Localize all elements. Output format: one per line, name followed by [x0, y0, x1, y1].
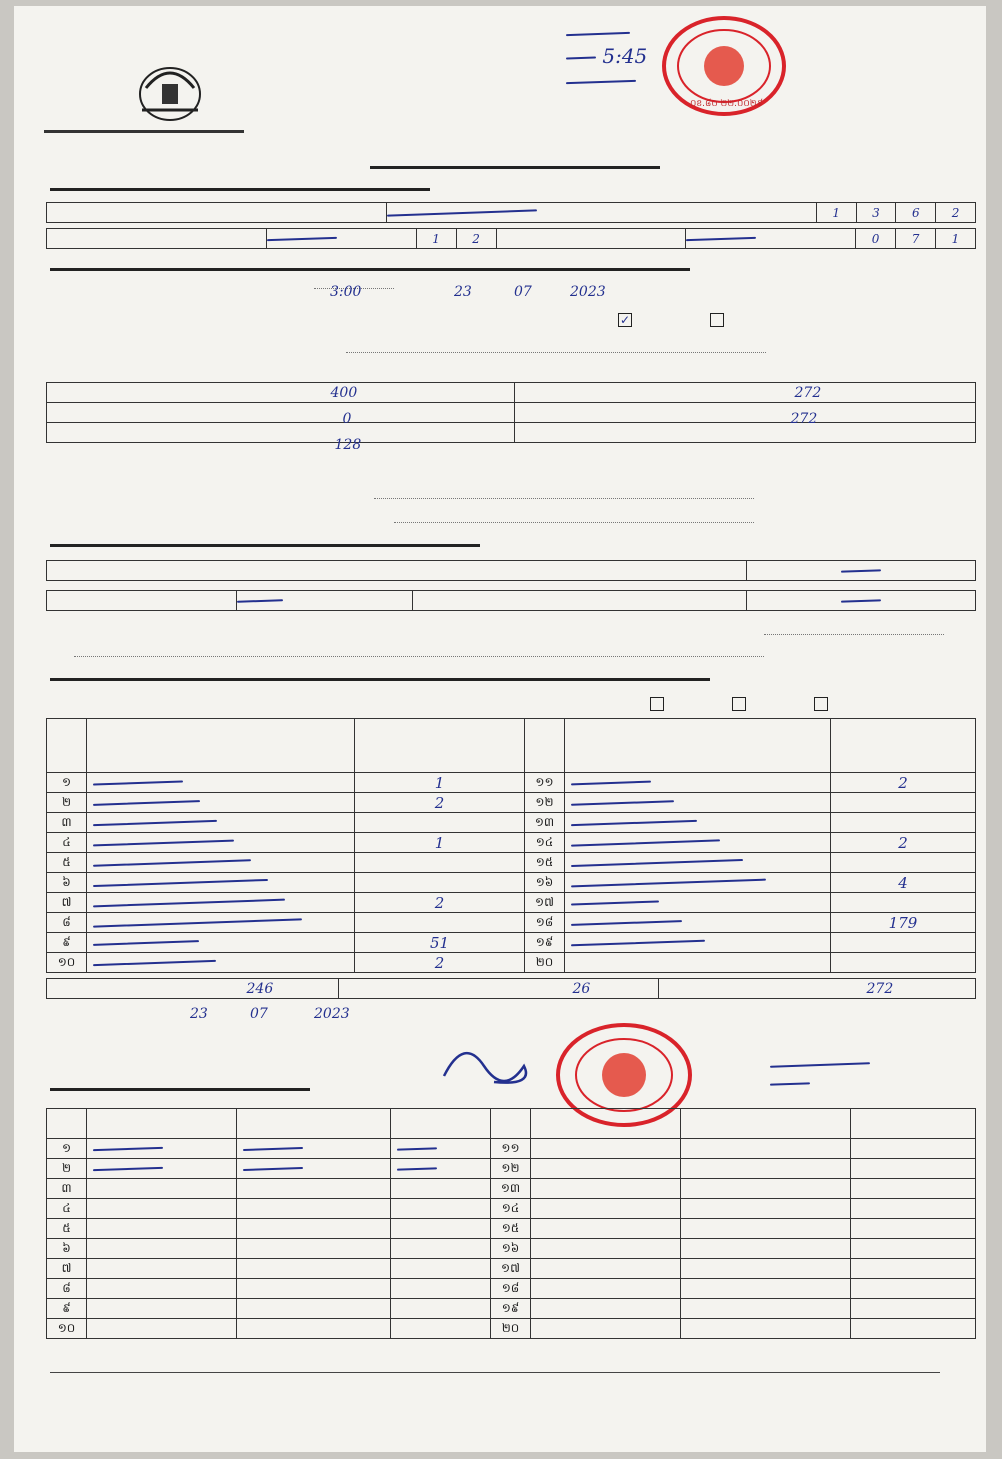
- agent-signature: [391, 1219, 491, 1239]
- header-org-title-bar: [44, 130, 244, 133]
- results-row: [47, 773, 976, 793]
- row-number: ៤: [47, 1199, 87, 1219]
- row-number: ៨: [47, 1279, 87, 1299]
- agent-signature: [391, 1239, 491, 1259]
- witness-row: [47, 1159, 976, 1179]
- handwriting-scribble: [93, 840, 234, 847]
- handwriting-scribble: [397, 1147, 437, 1150]
- handwriting-scribble: [571, 820, 697, 826]
- row-number: ៣: [47, 1179, 87, 1199]
- party-name: [565, 893, 831, 913]
- party-name: [237, 1139, 391, 1159]
- unused-ballots-value: 128: [334, 436, 362, 453]
- row-number: ១: [47, 1139, 87, 1159]
- commune-digit: 1: [936, 229, 976, 249]
- agent-name: [531, 1139, 681, 1159]
- witness-row: [47, 1259, 976, 1279]
- spoiled-ballots-value: 0: [342, 410, 352, 427]
- results-row: [47, 933, 976, 953]
- party-name: [237, 1159, 391, 1179]
- row-number: ២: [47, 793, 87, 813]
- party-name: [681, 1279, 851, 1299]
- party-name: [237, 1319, 391, 1339]
- party-name: [681, 1219, 851, 1239]
- party-name: [681, 1179, 851, 1199]
- witness-row: [47, 1319, 976, 1339]
- party-name: [681, 1139, 851, 1159]
- party-name: [681, 1239, 851, 1259]
- section-2-heading-bar: [50, 268, 690, 271]
- count-day: 23: [454, 284, 472, 300]
- witness-table: [46, 1108, 976, 1339]
- results-row: [47, 793, 976, 813]
- row-number: ១៣: [525, 813, 565, 833]
- section-5-heading-bar: [50, 1088, 310, 1091]
- party-name: [237, 1239, 391, 1259]
- agent-signature: [851, 1279, 976, 1299]
- results-row: [47, 813, 976, 833]
- party-votes: 2: [355, 793, 525, 813]
- party-name: [681, 1199, 851, 1219]
- totals-table: [46, 978, 976, 999]
- party-name: [237, 1219, 391, 1239]
- row-number: ១៥: [525, 853, 565, 873]
- agent-name: [87, 1299, 237, 1319]
- row-number: ១៧: [491, 1259, 531, 1279]
- party-votes: 2: [355, 953, 525, 973]
- agent-signature: [851, 1179, 976, 1199]
- commune-digit: 7: [896, 229, 936, 249]
- handwriting-scribble: [571, 940, 705, 947]
- agent-signature: [851, 1299, 976, 1319]
- agent-name: [531, 1259, 681, 1279]
- agent-name: [531, 1179, 681, 1199]
- agent-signature: [851, 1199, 976, 1219]
- handwriting-scribble: [93, 879, 268, 887]
- party-name: [87, 793, 355, 813]
- party-name: [681, 1319, 851, 1339]
- results-row: [47, 913, 976, 933]
- party-name: [681, 1259, 851, 1279]
- handwriting-scribble: [571, 781, 651, 786]
- row-number: ១៥: [491, 1219, 531, 1239]
- station-code-digit: 3: [856, 203, 896, 223]
- agent-signature: [851, 1319, 976, 1339]
- row-number: ១៧: [525, 893, 565, 913]
- handwriting-scribble: [93, 899, 285, 908]
- row-number: ៩: [47, 933, 87, 953]
- row-number: ១៨: [491, 1279, 531, 1299]
- ballot-count-table: [46, 382, 976, 453]
- count-month: 07: [514, 284, 532, 300]
- seal-broken-checkbox[interactable]: [710, 312, 724, 327]
- agent-signature: [851, 1159, 976, 1179]
- party-votes: [355, 873, 525, 893]
- party-votes: [355, 913, 525, 933]
- row-number: ៦: [47, 873, 87, 893]
- agent-signature: [851, 1259, 976, 1279]
- count-year: 2023: [570, 284, 606, 300]
- party-name: [87, 773, 355, 793]
- sheet-count-checkbox-2[interactable]: [732, 696, 746, 711]
- witness-row: [47, 1139, 976, 1159]
- row-number: ៦: [47, 1239, 87, 1259]
- row-number: ១២: [491, 1159, 531, 1179]
- party-name: [565, 793, 831, 813]
- in-box-ballots-value: 272: [790, 410, 818, 427]
- agent-signature: [851, 1219, 976, 1239]
- agent-signature: [391, 1319, 491, 1339]
- district-digit: 1: [416, 229, 456, 249]
- agent-signature: [391, 1279, 491, 1299]
- handwriting-scribble: [571, 920, 682, 926]
- note-line: [374, 498, 754, 499]
- agent-name: [87, 1239, 237, 1259]
- row-number: ១៣: [491, 1179, 531, 1199]
- party-votes: 2: [831, 773, 976, 793]
- row-number: ២០: [491, 1319, 531, 1339]
- total-valid-value: 246: [246, 980, 274, 997]
- party-name: [87, 833, 355, 853]
- party-name: [681, 1299, 851, 1319]
- witness-row: [47, 1179, 976, 1199]
- party-votes: [831, 953, 976, 973]
- date-day: 23: [190, 1006, 208, 1022]
- sheet-count-checkbox-1[interactable]: [650, 696, 664, 711]
- agent-signature: [851, 1139, 976, 1159]
- party-name: [87, 853, 355, 873]
- location-table: [46, 228, 976, 249]
- section-4-heading-bar: [50, 678, 710, 681]
- agent-name: [87, 1139, 237, 1159]
- handwriting-scribble: [93, 918, 302, 927]
- station-code-digit: 1: [816, 203, 856, 223]
- agent-name: [531, 1239, 681, 1259]
- agent-name: [87, 1279, 237, 1299]
- seal-serial: ០ខ.៨០ ២២.០០២៩: [690, 99, 763, 109]
- agent-signature: [391, 1199, 491, 1219]
- date-year: 2023: [314, 1006, 350, 1022]
- sheet-count-checkbox-3[interactable]: [814, 696, 828, 711]
- party-votes: 1: [355, 833, 525, 853]
- agent-name: [531, 1279, 681, 1299]
- row-number: ១១: [525, 773, 565, 793]
- row-number: ១: [47, 773, 87, 793]
- party-name: [681, 1159, 851, 1179]
- note-line: [74, 656, 764, 657]
- party-name: [565, 813, 831, 833]
- party-votes: 2: [355, 893, 525, 913]
- agent-signature: [391, 1139, 491, 1159]
- total-box-value: 272: [866, 980, 894, 997]
- witness-row: [47, 1239, 976, 1259]
- row-number: ៥: [47, 1219, 87, 1239]
- agent-name: [531, 1299, 681, 1319]
- row-number: ១៦: [525, 873, 565, 893]
- resolution-table: [46, 590, 976, 611]
- handwriting-scribble: [571, 879, 766, 888]
- agent-name: [531, 1319, 681, 1339]
- complaint-table: [46, 560, 976, 581]
- party-votes: 1: [355, 773, 525, 793]
- note-line: [346, 352, 766, 353]
- agent-name: [87, 1219, 237, 1239]
- handwriting-scribble: [93, 1167, 163, 1171]
- agent-name: [87, 1199, 237, 1219]
- witness-row: [47, 1299, 976, 1319]
- handwriting-scribble: [397, 1167, 437, 1170]
- row-number: ១៨: [525, 913, 565, 933]
- handwriting-scribble: [93, 960, 216, 966]
- party-name: [237, 1179, 391, 1199]
- party-name: [565, 873, 831, 893]
- handwriting-scribble: [571, 900, 659, 905]
- row-number: ១១: [491, 1139, 531, 1159]
- agent-name: [87, 1259, 237, 1279]
- handwriting-scribble: [93, 780, 183, 785]
- results-row: [47, 893, 976, 913]
- witness-row: [47, 1279, 976, 1299]
- station-table: [46, 202, 976, 223]
- handwriting-scribble: [571, 859, 743, 867]
- row-number: ៤: [47, 833, 87, 853]
- agent-name: [87, 1159, 237, 1179]
- row-number: ១៤: [491, 1199, 531, 1219]
- commune-digit: 0: [856, 229, 896, 249]
- agent-name: [87, 1179, 237, 1199]
- handwriting-scribble: [243, 1147, 303, 1151]
- row-number: ១០: [47, 1319, 87, 1339]
- party-name: [87, 933, 355, 953]
- form-sheet: [14, 6, 986, 1452]
- row-number: ១៩: [525, 933, 565, 953]
- party-name: [565, 953, 831, 973]
- party-votes: 179: [831, 913, 976, 933]
- agent-name: [531, 1199, 681, 1219]
- results-row: [47, 953, 976, 973]
- agent-signature: [851, 1239, 976, 1259]
- total-invalid-value: 26: [572, 980, 591, 997]
- row-number: ១៦: [491, 1239, 531, 1259]
- row-number: ៧: [47, 893, 87, 913]
- handwriting-scribble: [93, 1147, 163, 1151]
- results-row: [47, 833, 976, 853]
- party-votes: 2: [831, 833, 976, 853]
- agent-signature: [391, 1299, 491, 1319]
- party-votes: [831, 933, 976, 953]
- party-name: [237, 1299, 391, 1319]
- voters-value: 272: [794, 384, 822, 401]
- chairman-signature-icon: [434, 1036, 544, 1096]
- footer-rule: [50, 1372, 940, 1373]
- agent-signature: [391, 1259, 491, 1279]
- count-start-time: 3:00: [330, 284, 362, 300]
- party-name: [87, 953, 355, 973]
- section-3-heading-bar: [50, 544, 480, 547]
- row-number: ៣: [47, 813, 87, 833]
- handwriting-scribble: [93, 859, 251, 867]
- station-code-digit: 6: [896, 203, 936, 223]
- handwriting-scribble: [571, 800, 674, 806]
- district-digit: 2: [456, 229, 496, 249]
- row-number: ២០: [525, 953, 565, 973]
- handwriting-scribble: [571, 839, 720, 846]
- party-votes: [355, 813, 525, 833]
- seal-intact-checkbox[interactable]: ✓: [619, 312, 631, 327]
- date-month: 07: [250, 1006, 268, 1022]
- agent-signature: [391, 1159, 491, 1179]
- results-table: [46, 718, 976, 973]
- note-line: [394, 522, 754, 523]
- agent-name: [87, 1319, 237, 1339]
- row-number: ៥: [47, 853, 87, 873]
- party-name: [237, 1259, 391, 1279]
- party-votes: [831, 853, 976, 873]
- note-line: [764, 634, 944, 635]
- handwriting-scribble: [93, 940, 199, 946]
- station-code-digit: 2: [936, 203, 976, 223]
- party-name: [565, 773, 831, 793]
- witness-row: [47, 1199, 976, 1219]
- party-votes: 4: [831, 873, 976, 893]
- party-name: [87, 873, 355, 893]
- section-1-heading-bar: [50, 188, 430, 191]
- row-number: ១៩: [491, 1299, 531, 1319]
- party-name: [87, 893, 355, 913]
- party-name: [565, 853, 831, 873]
- party-votes: 51: [355, 933, 525, 953]
- results-row: [47, 853, 976, 873]
- handwriting-scribble: [243, 1167, 303, 1171]
- secretary-signature: [770, 1054, 870, 1092]
- form-title-bar: [370, 166, 660, 169]
- handwriting-scribble: [93, 800, 200, 806]
- party-name: [565, 913, 831, 933]
- row-number: ១៤: [525, 833, 565, 853]
- handwritten-note: 5:45: [566, 20, 647, 92]
- party-votes: [831, 793, 976, 813]
- agent-name: [531, 1159, 681, 1179]
- party-name: [237, 1199, 391, 1219]
- row-number: ១២: [525, 793, 565, 813]
- row-number: ៧: [47, 1259, 87, 1279]
- handwriting-scribble: [93, 820, 217, 826]
- count-start-line: [74, 284, 974, 304]
- row-number: ២: [47, 1159, 87, 1179]
- party-name: [87, 913, 355, 933]
- agent-signature: [391, 1179, 491, 1199]
- row-number: ១០: [47, 953, 87, 973]
- row-number: ៨: [47, 913, 87, 933]
- row-number: ៩: [47, 1299, 87, 1319]
- party-name: [565, 833, 831, 853]
- party-name: [565, 933, 831, 953]
- party-votes: [355, 853, 525, 873]
- agent-name: [531, 1219, 681, 1239]
- party-votes: [831, 813, 976, 833]
- party-votes: [831, 893, 976, 913]
- witness-row: [47, 1219, 976, 1239]
- received-ballots-value: 400: [330, 384, 358, 401]
- party-name: [87, 813, 355, 833]
- nec-emblem-icon: [132, 58, 208, 124]
- party-name: [237, 1279, 391, 1299]
- results-row: [47, 873, 976, 893]
